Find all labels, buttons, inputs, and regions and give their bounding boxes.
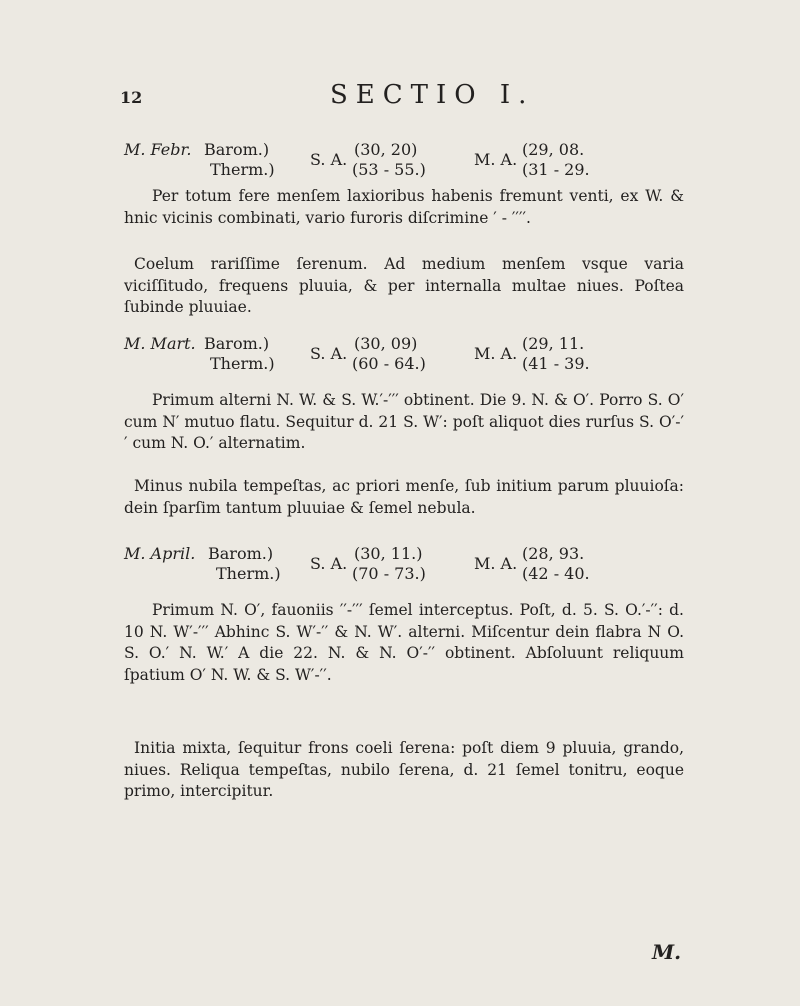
paragraph: Minus nubila tempeſtas, ac priori menſe, ſub initium parum pluuioſa: dein ſparſim tantum pluuiae & ſemel nebula. [124, 477, 684, 517]
weather-table-march [124, 332, 704, 376]
stat-a-thermometer: (60 - 64.) [352, 354, 426, 373]
paragraph: Initia mixta, ſequitur frons coeli ſerena: poſt diem 9 pluuia, grando, niues. Reliqua tempeſtas, nubilo ſerena, d. 21 ſemel tonitru, eoque primo, intercipitur. [124, 739, 684, 800]
page-header [0, 80, 800, 116]
barometer-label: Barom.) [208, 544, 274, 563]
stat-a-barometer: (30, 09) [354, 334, 418, 353]
weather-table-february [124, 138, 704, 182]
stat-b-thermometer: (31 - 29. [522, 160, 590, 179]
stat-b-barometer: (29, 11. [522, 334, 585, 353]
catchword: M. [652, 940, 682, 964]
weather-table-april [124, 542, 704, 586]
stat-b-label: M. A. [474, 554, 518, 573]
stat-a-thermometer: (53 - 55.) [352, 160, 426, 179]
stat-a-label: S. A. [310, 554, 348, 573]
thermometer-label: Therm.) [210, 160, 275, 179]
stat-b-barometer: (28, 93. [522, 544, 585, 563]
stat-a-barometer: (30, 11.) [354, 544, 423, 563]
stat-a-label: S. A. [310, 150, 348, 169]
stat-a-barometer: (30, 20) [354, 140, 418, 159]
running-title: SECTIO I. [330, 80, 535, 110]
stat-a-thermometer: (70 - 73.) [352, 564, 426, 583]
paragraph: Coelum rariſſime ſerenum. Ad medium menſem vsque varia viciſſitudo, frequens pluuia, & per internalla multae niues. Poſtea ſubinde pluuiae. [124, 255, 684, 316]
barometer-label: Barom.) [204, 334, 270, 353]
page-number: 12 [120, 88, 143, 107]
month-label: M. Mart. [124, 334, 196, 353]
stat-b-label: M. A. [474, 150, 518, 169]
paragraph: Per totum fere menſem laxioribus habenis fremunt venti, ex W. & hnic vicinis combinati, vario furoris diſcrimine ′ - ′′′′. [124, 187, 684, 227]
stat-b-barometer: (29, 08. [522, 140, 585, 159]
stat-b-thermometer: (42 - 40. [522, 564, 590, 583]
month-label: M. April. [124, 544, 196, 563]
stat-b-label: M. A. [474, 344, 518, 363]
paragraph: Primum N. O′, fauoniis ′′-′′′ ſemel interceptus. Poſt, d. 5. S. O.′-′′: d. 10 N. W′-′′′ Abhinc S. W′-′′ & N. W′. alterni. Miſcentur dein flabra N O. S. O.′ N. W.′ A die 22. N. & N. O′-′′ obtinent. Abſoluunt reliquum ſpatium O′ N. W. & S. W′-′′. [124, 601, 684, 684]
stat-b-thermometer: (41 - 39. [522, 354, 590, 373]
thermometer-label: Therm.) [216, 564, 281, 583]
month-label: M. Febr. [124, 140, 192, 159]
barometer-label: Barom.) [204, 140, 270, 159]
thermometer-label: Therm.) [210, 354, 275, 373]
stat-a-label: S. A. [310, 344, 348, 363]
paragraph: Primum alterni N. W. & S. W.′-′′′ obtinent. Die 9. N. & O′. Porro S. O′ cum N′ mutuo flatu. Sequitur d. 21 S. W′: poſt aliquot dies rurſus S. O′-′′ cum N. O.′ alternatim. [124, 391, 684, 452]
